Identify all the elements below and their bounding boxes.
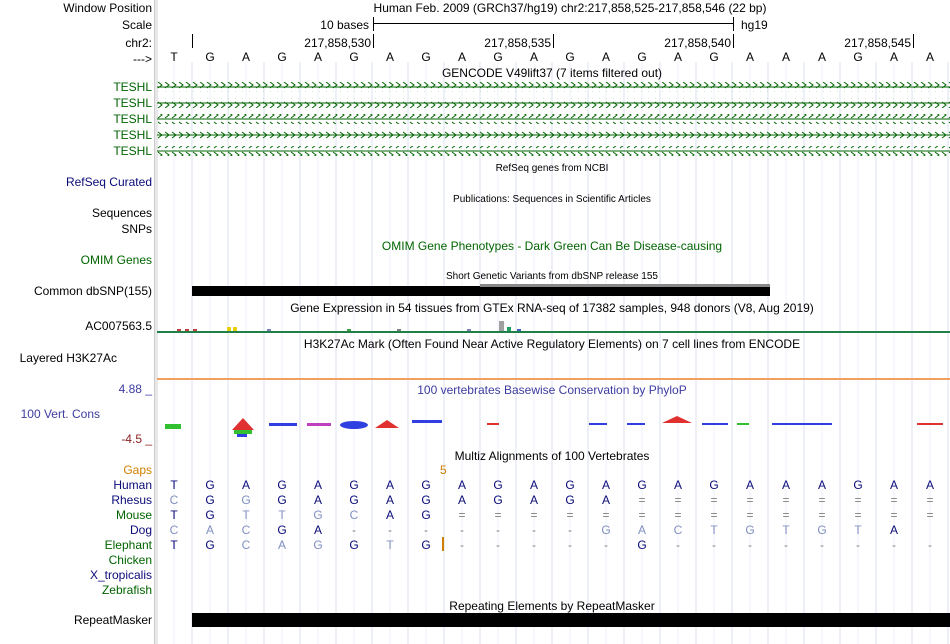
alignment-base: = xyxy=(674,508,682,522)
alignment-base: = xyxy=(926,508,934,522)
teshl-label[interactable]: TESHL xyxy=(113,128,152,142)
alignment-base: A xyxy=(601,478,610,492)
alignment-base: A xyxy=(673,478,682,492)
alignment-base: = xyxy=(782,508,790,522)
base: A xyxy=(925,50,934,64)
alignment-base: - xyxy=(676,538,680,552)
publications-track-title[interactable]: Publications: Sequences in Scientific Articles xyxy=(453,194,651,205)
assembly-text: hg19 xyxy=(741,18,768,32)
base: A xyxy=(673,50,682,64)
alignment-base: A xyxy=(529,493,538,507)
coord-tick xyxy=(553,34,554,48)
alignment-base: C xyxy=(349,508,359,522)
base: G xyxy=(349,50,359,64)
gtex-track-title[interactable]: Gene Expression in 54 tissues from GTEx RNA-seq of 17382 samples, 948 donors (V8, Aug 2019) xyxy=(290,301,814,315)
gap-count: 5 xyxy=(440,463,447,477)
alignment-base: - xyxy=(748,538,752,552)
alignment-base: = xyxy=(530,508,538,522)
scale-tick-left xyxy=(373,17,374,31)
alignment-base: - xyxy=(856,538,860,552)
alignment-base: A xyxy=(601,493,610,507)
alignment-base: A xyxy=(313,523,322,537)
alignment-base: G xyxy=(421,538,431,552)
alignment-base: - xyxy=(892,538,896,552)
gencode-transcripts[interactable] xyxy=(157,80,950,160)
alignment-base: - xyxy=(568,538,572,552)
base: G xyxy=(493,50,503,64)
alignment-base: T xyxy=(170,478,178,492)
alignment-base: = xyxy=(746,508,754,522)
alignment-base: = xyxy=(926,493,934,507)
alignment-base: = xyxy=(710,508,718,522)
base: A xyxy=(601,50,610,64)
alignment-base: G xyxy=(313,538,323,552)
alignment-base: A xyxy=(889,478,898,492)
alignment-base: G xyxy=(493,493,503,507)
base: A xyxy=(745,50,754,64)
window-position-text: Human Feb. 2009 (GRCh37/hg19) chr2:217,858,525-217,858,546 (22 bp) xyxy=(373,1,767,15)
alignment-base: = xyxy=(638,493,646,507)
coord-label: 217,858,530 xyxy=(304,36,371,50)
alignment-base: = xyxy=(458,508,466,522)
refseq-curated-label[interactable]: RefSeq Curated xyxy=(65,175,152,189)
alignment-base: G xyxy=(349,538,359,552)
strand-label[interactable]: ---> xyxy=(133,52,152,66)
layered-h3k27ac-label[interactable]: Layered H3K27Ac xyxy=(19,351,117,365)
species-label-mouse[interactable]: Mouse xyxy=(115,508,152,522)
alignment-base: = xyxy=(818,508,826,522)
alignment-base: G xyxy=(349,478,359,492)
ruler-start-tick xyxy=(192,34,193,48)
phylop-signal[interactable] xyxy=(157,412,950,442)
alignment-base: A xyxy=(241,478,250,492)
alignment-base: A xyxy=(457,493,466,507)
base: G xyxy=(565,50,575,64)
alignment-base: C xyxy=(241,523,251,537)
h3k27ac-signal[interactable] xyxy=(157,378,950,380)
common-dbsnp-label[interactable]: Common dbSNP(155) xyxy=(33,284,152,298)
alignment-base: G xyxy=(637,538,647,552)
transcript-feature[interactable] xyxy=(157,82,950,92)
track-labels xyxy=(0,0,154,644)
alignment-base: - xyxy=(568,523,572,537)
alignment-base: G xyxy=(565,493,575,507)
sequences-label[interactable]: Sequences xyxy=(91,206,152,220)
alignment-base: C xyxy=(169,523,179,537)
omim-track-title[interactable]: OMIM Gene Phenotypes - Dark Green Can Be Disease-causing xyxy=(381,239,723,253)
alignment-base: = xyxy=(602,508,610,522)
species-label-zebrafish[interactable]: Zebrafish xyxy=(101,583,152,597)
alignment-base: A xyxy=(313,478,322,492)
alignment-base: G xyxy=(421,493,431,507)
coord-label: 217,858,535 xyxy=(484,36,551,50)
alignment-base: G xyxy=(817,523,827,537)
alignment-base: - xyxy=(388,523,392,537)
base: A xyxy=(781,50,790,64)
dbsnp-feature-overlap[interactable] xyxy=(480,284,770,287)
alignment-base: = xyxy=(782,493,790,507)
alignment-base: T xyxy=(854,523,862,537)
scale-label[interactable]: Scale xyxy=(121,18,152,32)
chrom-label[interactable]: chr2: xyxy=(125,36,152,50)
teshl-label[interactable]: TESHL xyxy=(113,112,152,126)
refseq-track-title[interactable]: RefSeq genes from NCBI xyxy=(495,163,609,174)
alignment-base: T xyxy=(782,523,790,537)
transcript-feature[interactable] xyxy=(157,146,950,156)
alignment-base: G xyxy=(637,478,647,492)
alignment-base: A xyxy=(385,478,394,492)
phylop-track-title[interactable]: 100 vertebrates Basewise Conservation by PhyloP xyxy=(417,383,687,397)
species-label-elephant[interactable]: Elephant xyxy=(104,538,152,552)
species-label-x-tropicalis[interactable]: X_tropicalis xyxy=(89,568,152,582)
alignment-base: = xyxy=(854,508,862,522)
alignment-base: = xyxy=(710,493,718,507)
alignment-base: - xyxy=(532,538,536,552)
alignment-base: - xyxy=(496,523,500,537)
alignment-base: G xyxy=(421,478,431,492)
alignment-base: A xyxy=(205,523,214,537)
base: A xyxy=(385,50,394,64)
dbsnp-feature[interactable] xyxy=(192,286,770,296)
alignment-base: T xyxy=(242,508,250,522)
alignment-base: A xyxy=(529,478,538,492)
alignment-base: = xyxy=(818,493,826,507)
base: A xyxy=(889,50,898,64)
repeat-element[interactable] xyxy=(192,613,950,627)
alignment-base: G xyxy=(205,493,215,507)
alignment-base: T xyxy=(170,508,178,522)
base: G xyxy=(853,50,863,64)
alignment-base: = xyxy=(854,493,862,507)
alignment-base: - xyxy=(604,538,608,552)
alignment-base: - xyxy=(712,538,716,552)
scale-text: 10 bases xyxy=(320,18,369,32)
gap-marker xyxy=(442,537,444,551)
h3k27ac-track-title[interactable]: H3K27Ac Mark (Often Found Near Active Regulatory Elements) on 7 cell lines from ENCODE xyxy=(303,337,801,351)
alignment-base: - xyxy=(928,538,932,552)
alignment-base: A xyxy=(385,493,394,507)
phylop-max-label: 4.88 _ xyxy=(118,382,152,396)
alignment-base: G xyxy=(205,478,215,492)
alignment-base: A xyxy=(781,478,790,492)
alignment-base: T xyxy=(278,508,286,522)
alignment-base: A xyxy=(385,508,394,522)
alignment-base: A xyxy=(313,493,322,507)
alignment-base: A xyxy=(745,478,754,492)
alignment-base: G xyxy=(277,478,287,492)
base: G xyxy=(421,50,431,64)
gtex-gene-label[interactable]: AC007563.5 xyxy=(85,319,152,333)
alignment-base: G xyxy=(349,493,359,507)
repeatmasker-label[interactable]: RepeatMasker xyxy=(73,613,152,627)
alignment-base: A xyxy=(457,478,466,492)
alignment-base: - xyxy=(352,523,356,537)
teshl-label[interactable]: TESHL xyxy=(113,96,152,110)
teshl-label[interactable]: TESHL xyxy=(113,80,152,94)
gencode-track-title[interactable]: GENCODE V49lift37 (7 items filtered out) xyxy=(441,66,663,80)
alignment-base: G xyxy=(601,523,611,537)
alignment-base: = xyxy=(566,508,574,522)
species-label-dog[interactable]: Dog xyxy=(129,523,152,537)
alignment-base: - xyxy=(784,538,788,552)
vert-cons-label[interactable]: 100 Vert. Cons xyxy=(20,407,100,421)
alignment-base: T xyxy=(170,538,178,552)
alignment-base: G xyxy=(745,523,755,537)
base: G xyxy=(637,50,647,64)
alignment-base: T xyxy=(710,523,718,537)
omim-genes-label[interactable]: OMIM Genes xyxy=(80,253,152,267)
alignment-base: C xyxy=(241,538,251,552)
base: A xyxy=(313,50,322,64)
alignment-base: G xyxy=(421,508,431,522)
alignment-base: G xyxy=(493,478,503,492)
window-position-label[interactable]: Window Position xyxy=(63,1,152,15)
base: A xyxy=(241,50,250,64)
base: G xyxy=(277,50,287,64)
species-label-human[interactable]: Human xyxy=(113,478,152,492)
base: G xyxy=(709,50,719,64)
dbsnp-track-title[interactable]: Short Genetic Variants from dbSNP release 155 xyxy=(446,271,658,282)
coord-label: 217,858,540 xyxy=(664,36,731,50)
alignment-base: = xyxy=(890,493,898,507)
alignment-base: C xyxy=(673,523,683,537)
coord-tick xyxy=(733,34,734,48)
species-label-chicken[interactable]: Chicken xyxy=(108,553,152,567)
alignment-base: = xyxy=(890,508,898,522)
browser-image[interactable] xyxy=(157,0,950,644)
transcript-feature[interactable] xyxy=(157,114,950,124)
alignment-base: = xyxy=(746,493,754,507)
multiz-track-title[interactable]: Multiz Alignments of 100 Vertebrates xyxy=(454,449,650,463)
alignment-base: A xyxy=(889,523,898,537)
alignment-base: A xyxy=(925,478,934,492)
alignment-base: G xyxy=(205,508,215,522)
alignment-base: G xyxy=(241,493,251,507)
alignment-base: A xyxy=(277,538,286,552)
coord-label: 217,858,545 xyxy=(844,36,911,50)
alignment-base: G xyxy=(853,478,863,492)
alignment-base: A xyxy=(637,523,646,537)
alignment-base: = xyxy=(494,508,502,522)
alignment-base: - xyxy=(460,538,464,552)
coord-tick xyxy=(913,34,914,48)
base: G xyxy=(205,50,215,64)
alignment-base: C xyxy=(169,493,179,507)
alignment-base: G xyxy=(313,508,323,522)
snps-label[interactable]: SNPs xyxy=(121,222,152,236)
transcript-feature[interactable] xyxy=(157,130,950,140)
alignment-base: = xyxy=(674,493,682,507)
base: A xyxy=(529,50,538,64)
alignment-base: - xyxy=(820,538,824,552)
alignment-base: G xyxy=(205,538,215,552)
alignment-base: T xyxy=(386,538,394,552)
alignment-base: G xyxy=(709,478,719,492)
alignment-base: G xyxy=(277,493,287,507)
species-label-rhesus[interactable]: Rhesus xyxy=(111,493,152,507)
base: T xyxy=(170,50,178,64)
alignment-base: - xyxy=(460,523,464,537)
scale-tick-right xyxy=(733,17,734,31)
gaps-label: Gaps xyxy=(123,463,152,477)
alignment-base: - xyxy=(532,523,536,537)
base: A xyxy=(457,50,466,64)
alignment-base: - xyxy=(424,523,428,537)
alignment-base: G xyxy=(277,523,287,537)
transcript-feature[interactable] xyxy=(157,98,950,108)
teshl-label[interactable]: TESHL xyxy=(113,144,152,158)
phylop-min-label: -4.5 _ xyxy=(121,432,152,446)
scale-bar xyxy=(373,23,733,24)
base: A xyxy=(817,50,826,64)
coord-tick xyxy=(373,34,374,48)
alignment-base: = xyxy=(638,508,646,522)
repeatmasker-track-title[interactable]: Repeating Elements by RepeatMasker xyxy=(449,599,655,613)
alignment-base: A xyxy=(817,478,826,492)
alignment-base: - xyxy=(496,538,500,552)
gtex-baseline xyxy=(157,331,950,333)
alignment-base: G xyxy=(565,478,575,492)
